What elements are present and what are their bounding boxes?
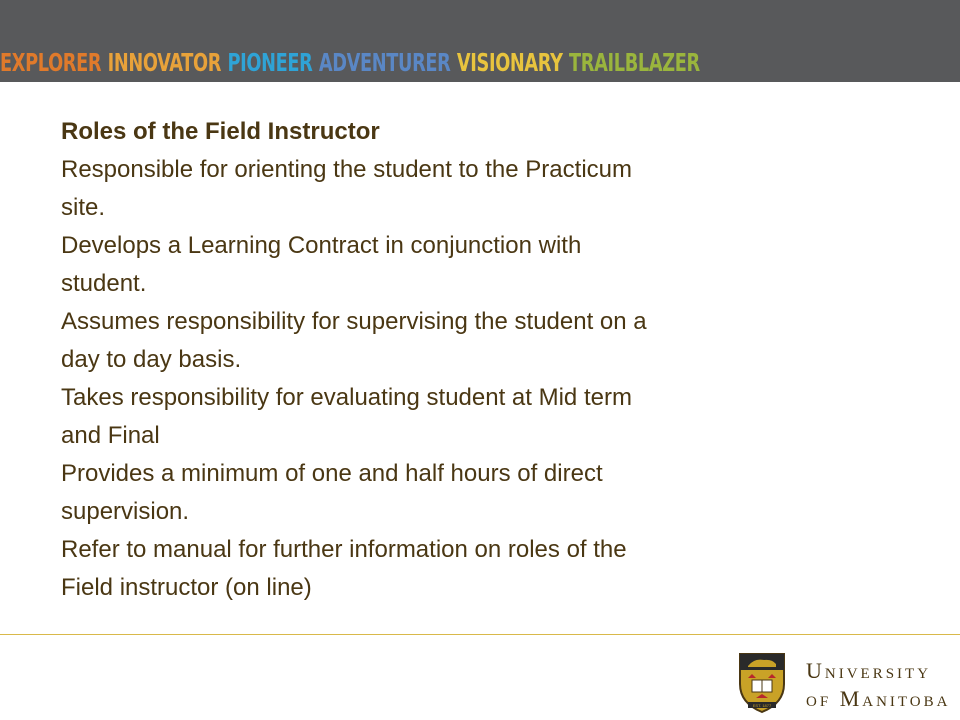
tagline-word: PIONEER [227,48,313,77]
header-banner [0,0,960,82]
tagline-word: EXPLORER [0,48,102,77]
tagline-word: INNOVATOR [107,48,222,77]
wordmark-initial: M [839,686,863,711]
body-line: Takes responsibility for evaluating student at Mid term [61,384,632,411]
tagline-word: TRAILBLAZER [569,48,700,77]
body-line: student. [61,270,147,297]
wordmark-initial: U [806,658,825,683]
wordmark-text: OF [806,694,832,710]
body-line: Responsible for orienting the student to the Practicum [61,156,632,183]
body-line: and Final [61,422,160,449]
body-line: site. [61,194,106,221]
footer-divider [0,634,960,635]
body-line: day to day basis. [61,346,242,373]
body-line: Field instructor (on line) [61,574,312,601]
university-logo [738,650,951,714]
tagline-word: VISIONARY [456,48,563,77]
slide-body [61,113,861,607]
university-wordmark [806,658,951,711]
body-line: Refer to manual for further information on roles of the [61,536,627,563]
crest-year: EST. 1877 [752,703,772,708]
body-line: supervision. [61,498,190,525]
body-line: Assumes responsibility for supervising the student on a [61,308,647,335]
wordmark-text: NIVERSITY [824,666,932,682]
tagline-word: ADVENTURER [318,48,451,77]
slide-title: Roles of the Field Instructor [61,118,380,145]
body-line: Develops a Learning Contract in conjunction with [61,232,582,259]
body-line: Provides a minimum of one and half hours of direct [61,460,603,487]
crest-icon [738,650,786,714]
tagline [0,44,706,82]
wordmark-text: ANITOBA [862,694,951,710]
